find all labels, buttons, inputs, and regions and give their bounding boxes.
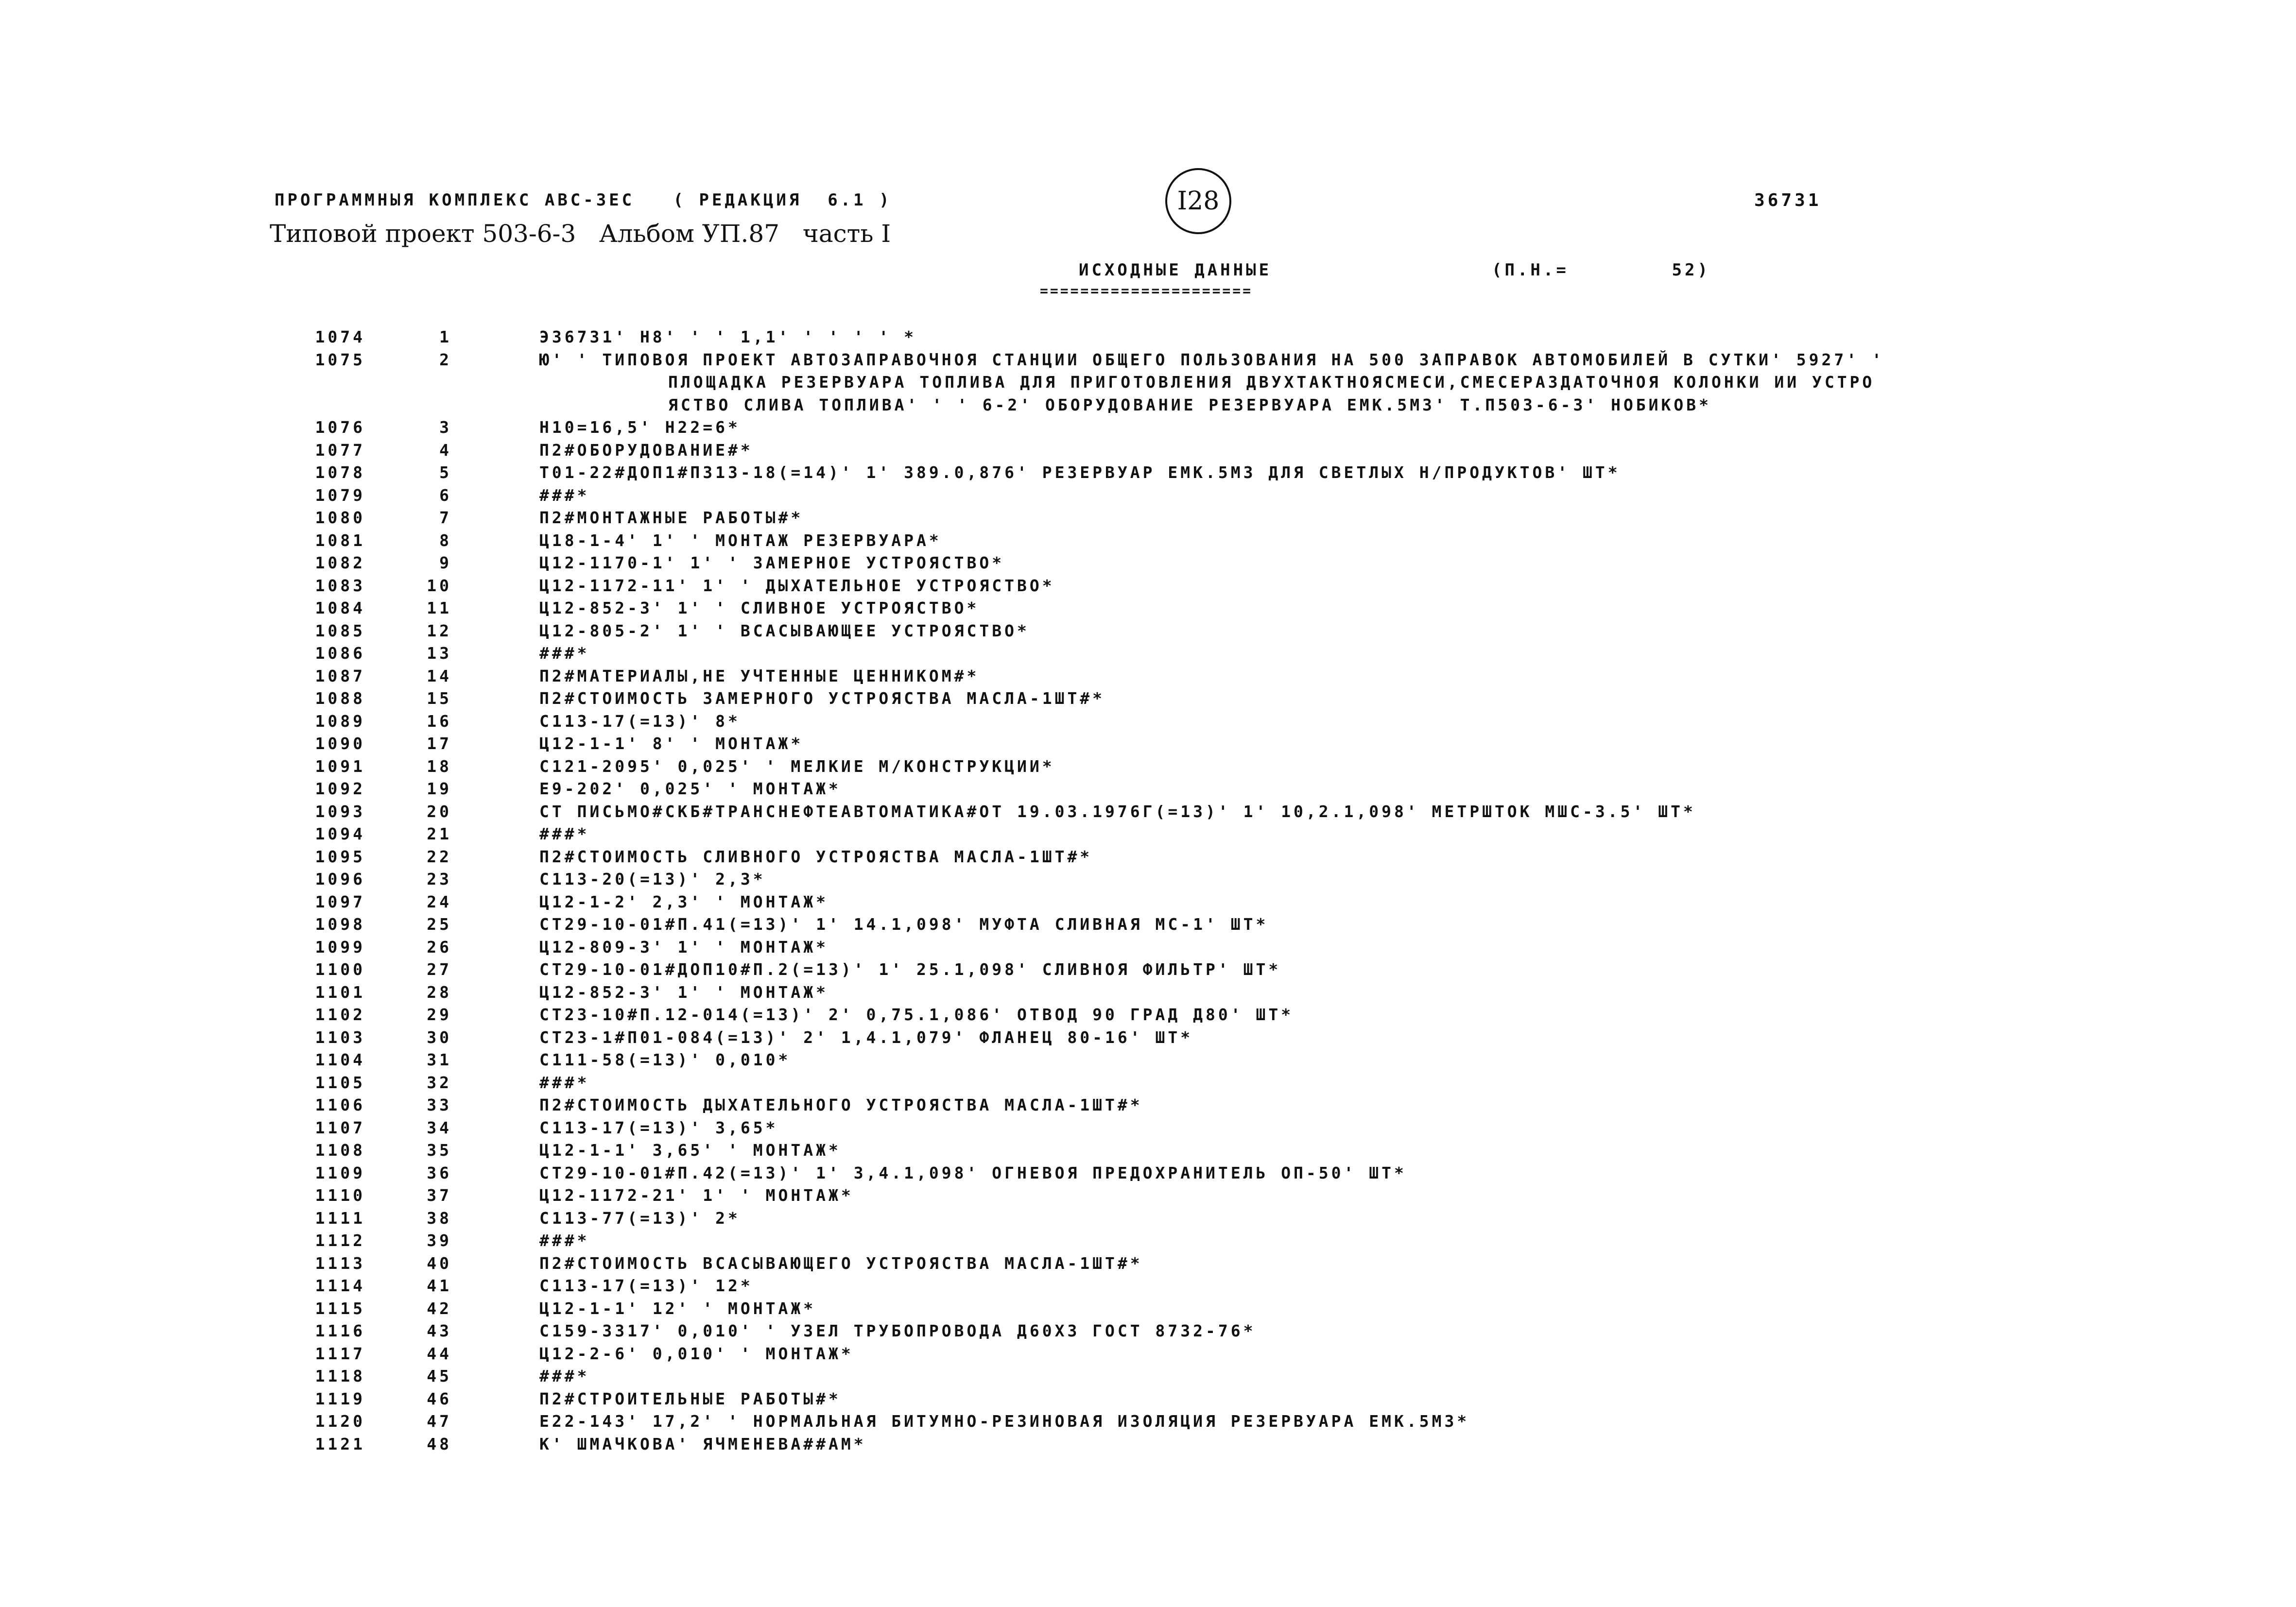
sequence-number: 22 [427, 847, 452, 866]
record-text: П2#СТОИМОСТЬ ДЫХАТЕЛЬНОГО УСТРОЯСТВА МАСЛА-1ШТ#* [539, 1095, 1143, 1114]
record-text: СТ23-10#П.12-014(=13)' 2' 0,75.1,086' ОТВОД 90 ГРАД Д80' ШТ* [539, 1005, 1294, 1024]
listing-row [0, 689, 2296, 712]
sequence-number: 11 [427, 598, 452, 617]
sequence-number: 18 [427, 756, 452, 776]
line-number: 1117 [315, 1344, 365, 1363]
record-text: Е9-202' 0,025' ' МОНТАЖ* [539, 779, 841, 798]
line-number: 1107 [315, 1118, 365, 1137]
record-text: Е22-143' 17,2' ' НОРМАЛЬНАЯ БИТУМНО-РЕЗИНОВАЯ ИЗОЛЯЦИЯ РЕЗЕРВУАРА ЕМК.5М3* [539, 1412, 1470, 1431]
record-text: П2#ОБОРУДОВАНИЕ#* [539, 440, 753, 460]
section-underline: ===================== [1040, 283, 1253, 299]
sequence-number: 40 [427, 1253, 452, 1273]
record-text: СТ29-10-01#П.41(=13)' 1' 14.1,098' МУФТА СЛИВНАЯ МС-1' ШТ* [539, 915, 1269, 934]
listing-row [0, 350, 2296, 373]
line-number: 1092 [315, 779, 365, 798]
listing-row [0, 983, 2296, 1006]
line-number: 1084 [315, 598, 365, 617]
listing-row [0, 1435, 2296, 1457]
sequence-number: 19 [427, 779, 452, 798]
sequence-number: 46 [427, 1389, 452, 1408]
record-text: Ц12-2-6' 0,010' ' МОНТАЖ* [539, 1344, 854, 1363]
line-number: 1090 [315, 734, 365, 753]
sequence-number: 39 [427, 1231, 452, 1250]
line-number: 1074 [315, 327, 365, 346]
sequence-number: 6 [439, 485, 452, 505]
listing-row [0, 779, 2296, 802]
record-text: Ц12-852-3' 1' ' СЛИВНОЕ УСТРОЯСТВО* [539, 598, 980, 617]
sequence-number: 24 [427, 892, 452, 911]
sequence-number: 12 [427, 621, 452, 640]
sequence-number: 16 [427, 711, 452, 731]
sequence-number: 21 [427, 824, 452, 843]
record-text-continuation: ПЛОЩАДКА РЕЗЕРВУАРА ТОПЛИВА ДЛЯ ПРИГОТОВЛЕНИЯ ДВУХТАКТНОЯСМЕСИ,СМЕСЕРАЗДАТОЧНОЯ КОЛОНКИ ИИ УСТРО [668, 373, 1875, 392]
listing-row [0, 1028, 2296, 1051]
record-text: С113-17(=13)' 3,65* [539, 1118, 778, 1137]
record-text: С113-20(=13)' 2,3* [539, 870, 766, 889]
listing-row [0, 486, 2296, 509]
listing-row [0, 734, 2296, 757]
sequence-number: 34 [427, 1118, 452, 1137]
listing-row [0, 938, 2296, 960]
record-text: Н10=16,5' Н22=6* [539, 418, 741, 437]
listing-row [0, 847, 2296, 870]
sequence-number: 37 [427, 1186, 452, 1205]
line-number: 1095 [315, 847, 365, 866]
listing-row [0, 1186, 2296, 1209]
record-text: П2#МОНТАЖНЫЕ РАБОТЫ#* [539, 508, 804, 527]
line-number: 1105 [315, 1073, 365, 1092]
record-text: ###* [539, 1231, 590, 1250]
listing-row [0, 553, 2296, 576]
line-number: 1110 [315, 1186, 365, 1205]
sequence-number: 20 [427, 802, 452, 821]
line-number: 1081 [315, 530, 365, 550]
listing-row [0, 621, 2296, 644]
section-title: ИСХОДНЫЕ ДАННЫЕ [1079, 260, 1272, 280]
record-text: Ц12-1-1' 8' ' МОНТАЖ* [539, 734, 804, 753]
record-text: Ц12-809-3' 1' ' МОНТАЖ* [539, 937, 829, 957]
record-text: Ц12-1-1' 12' ' МОНТАЖ* [539, 1299, 816, 1318]
line-number: 1119 [315, 1389, 365, 1408]
listing-continuation [0, 373, 2296, 395]
listing-row [0, 1141, 2296, 1163]
listing-row [0, 1231, 2296, 1254]
sequence-number: 9 [439, 553, 452, 572]
line-number: 1111 [315, 1208, 365, 1228]
listing-row [0, 644, 2296, 667]
listing-row [0, 712, 2296, 735]
listing-row [0, 915, 2296, 938]
line-number: 1102 [315, 1005, 365, 1024]
sequence-number: 29 [427, 1005, 452, 1024]
listing-row [0, 327, 2296, 350]
listing-row [0, 757, 2296, 780]
line-number: 1120 [315, 1412, 365, 1431]
listing-row [0, 1321, 2296, 1344]
line-number: 1099 [315, 937, 365, 957]
page-number-badge [1165, 168, 1231, 234]
listing-row [0, 1073, 2296, 1096]
sequence-number: 47 [427, 1412, 452, 1431]
listing-row [0, 1118, 2296, 1141]
listing-row [0, 1254, 2296, 1277]
record-text: С121-2095' 0,025' ' МЕЛКИЕ М/КОНСТРУКЦИИ* [539, 756, 1055, 776]
listing-row [0, 598, 2296, 621]
record-text: ###* [539, 824, 590, 843]
listing-row [0, 1209, 2296, 1231]
line-number: 1087 [315, 666, 365, 685]
sequence-number: 32 [427, 1073, 452, 1092]
line-number: 1112 [315, 1231, 365, 1250]
record-text: П2#СТОИМОСТЬ ВСАСЫВАЮЩЕГО УСТРОЯСТВА МАСЛА-1ШТ#* [539, 1253, 1143, 1273]
sequence-number: 23 [427, 870, 452, 889]
listing-row [0, 892, 2296, 915]
listing-row [0, 1276, 2296, 1299]
line-number: 1100 [315, 960, 365, 979]
listing-row [0, 1344, 2296, 1367]
sequence-number: 1 [439, 327, 452, 346]
sequence-number: 4 [439, 440, 452, 460]
listing-row [0, 508, 2296, 531]
project-title: Типовой проект 503-6-3 Альбом УП.87 часть I [270, 220, 891, 248]
record-text: С111-58(=13)' 0,010* [539, 1050, 791, 1069]
sequence-number: 33 [427, 1095, 452, 1114]
sequence-number: 48 [427, 1434, 452, 1453]
line-number: 1085 [315, 621, 365, 640]
record-text: Ю' ' ТИПОВОЯ ПРОЕКТ АВТОЗАПРАВОЧНОЯ СТАНЦИИ ОБЩЕГО ПОЛЬЗОВАНИЯ НА 500 ЗАПРАВОК АВТОМОБИЛЕЙ В СУТКИ' 5927' ' [539, 350, 1884, 369]
record-text: ###* [539, 1073, 590, 1092]
line-number: 1080 [315, 508, 365, 527]
record-text: Ц12-852-3' 1' ' МОНТАЖ* [539, 982, 829, 1002]
record-text: П2#СТОИМОСТЬ СЛИВНОГО УСТРОЯСТВА МАСЛА-1ШТ#* [539, 847, 1093, 866]
program-header: ПРОГРАММНЫЯ КОМПЛЕКС АВС-ЗЕС ( РЕДАКЦИЯ 6.1 ) [275, 190, 892, 210]
line-number: 1075 [315, 350, 365, 369]
line-number: 1083 [315, 576, 365, 595]
listing-row [0, 418, 2296, 441]
listing-row [0, 1412, 2296, 1435]
line-number: 1089 [315, 711, 365, 731]
line-number: 1098 [315, 915, 365, 934]
document-number: 36731 [1754, 190, 1822, 210]
line-number: 1082 [315, 553, 365, 572]
sequence-number: 3 [439, 418, 452, 437]
sequence-number: 36 [427, 1163, 452, 1182]
listing-row [0, 441, 2296, 463]
line-number: 1091 [315, 756, 365, 776]
listing-row [0, 667, 2296, 689]
listing-row [0, 870, 2296, 892]
line-number: 1086 [315, 644, 365, 663]
record-text: С113-77(=13)' 2* [539, 1208, 741, 1228]
record-text: СТ ПИСЬМО#СКБ#ТРАНСНЕФТЕАВТОМАТИКА#ОТ 19.03.1976Г(=13)' 1' 10,2.1,098' МЕТРШТОК МШС-3.5' ШТ* [539, 802, 1696, 821]
sequence-number: 27 [427, 960, 452, 979]
sequence-number: 38 [427, 1208, 452, 1228]
line-number: 1096 [315, 870, 365, 889]
sequence-number: 44 [427, 1344, 452, 1363]
record-text: Э36731' Н8' ' ' 1,1' ' ' ' ' * [539, 327, 917, 346]
listing-row [0, 576, 2296, 599]
sequence-number: 28 [427, 982, 452, 1002]
line-number: 1078 [315, 463, 365, 482]
line-number: 1101 [315, 982, 365, 1002]
line-number: 1093 [315, 802, 365, 821]
record-text: ###* [539, 1367, 590, 1385]
record-text: П2#СТРОИТЕЛЬНЫЕ РАБОТЫ#* [539, 1389, 841, 1408]
line-number: 1109 [315, 1163, 365, 1182]
sequence-number: 31 [427, 1050, 452, 1069]
record-text: С113-17(=13)' 8* [539, 711, 741, 731]
sequence-number: 45 [427, 1367, 452, 1385]
sequence-number: 25 [427, 915, 452, 934]
sequence-number: 8 [439, 530, 452, 550]
sequence-number: 41 [427, 1276, 452, 1295]
sequence-number: 5 [439, 463, 452, 482]
line-number: 1097 [315, 892, 365, 911]
line-number: 1118 [315, 1367, 365, 1385]
line-number: 1076 [315, 418, 365, 437]
record-text: Ц12-1172-11' 1' ' ДЫХАТЕЛЬНОЕ УСТРОЯСТВО* [539, 576, 1055, 595]
record-text: Т01-22#ДОП1#П313-18(=14)' 1' 389.0,876' РЕЗЕРВУАР ЕМК.5М3 ДЛЯ СВЕТЛЫХ Н/ПРОДУКТОВ' ШТ* [539, 463, 1621, 482]
sequence-number: 14 [427, 666, 452, 685]
listing-row [0, 1299, 2296, 1322]
listing-row [0, 1095, 2296, 1118]
line-number: 1077 [315, 440, 365, 460]
record-text-continuation: ЯСТВО СЛИВА ТОПЛИВА' ' ' 6-2' ОБОРУДОВАНИЕ РЕЗЕРВУАРА ЕМК.5М3' Т.П503-6-3' НОБИКОВ* [668, 395, 1712, 414]
line-number: 1113 [315, 1253, 365, 1273]
listing-row [0, 463, 2296, 486]
record-text: П2#МАТЕРИАЛЫ,НЕ УЧТЕННЫЕ ЦЕННИКОМ#* [539, 666, 980, 685]
sequence-number: 17 [427, 734, 452, 753]
listing-row [0, 1163, 2296, 1186]
listing-row [0, 824, 2296, 847]
sequence-number: 2 [439, 350, 452, 369]
record-text: ###* [539, 644, 590, 663]
record-text: К' ШМАЧКОВА' ЯЧМЕНЕВА##АМ* [539, 1434, 866, 1453]
sequence-number: 15 [427, 689, 452, 708]
line-number: 1108 [315, 1141, 365, 1160]
line-number: 1121 [315, 1434, 365, 1453]
sequence-number: 7 [439, 508, 452, 527]
sequence-number: 42 [427, 1299, 452, 1318]
line-number: 1103 [315, 1027, 365, 1047]
record-text: П2#СТОИМОСТЬ ЗАМЕРНОГО УСТРОЯСТВА МАСЛА-1ШТ#* [539, 689, 1105, 708]
section-pn-label: (П.Н.= 52) [1492, 260, 1710, 280]
listing-row [0, 802, 2296, 825]
record-text: ###* [539, 485, 590, 505]
line-number: 1088 [315, 689, 365, 708]
record-text: Ц12-1-2' 2,3' ' МОНТАЖ* [539, 892, 829, 911]
listing-row [0, 1005, 2296, 1028]
record-text: С159-3317' 0,010' ' УЗЕЛ ТРУБОПРОВОДА Д60Х3 ГОСТ 8732-76* [539, 1321, 1256, 1340]
listing-row [0, 1367, 2296, 1389]
record-text: СТ23-1#П01-084(=13)' 2' 1,4.1,079' ФЛАНЕЦ 80-16' ШТ* [539, 1027, 1193, 1047]
sequence-number: 43 [427, 1321, 452, 1340]
record-text: СТ29-10-01#ДОП10#П.2(=13)' 1' 25.1,098' СЛИВНОЯ ФИЛЬТР' ШТ* [539, 960, 1281, 979]
record-text: С113-17(=13)' 12* [539, 1276, 753, 1295]
sequence-number: 10 [427, 576, 452, 595]
sequence-number: 26 [427, 937, 452, 957]
line-number: 1079 [315, 485, 365, 505]
line-number: 1094 [315, 824, 365, 843]
record-text: Ц18-1-4' 1' ' МОНТАЖ РЕЗЕРВУАРА* [539, 530, 942, 550]
line-number: 1115 [315, 1299, 365, 1318]
listing-row [0, 1389, 2296, 1412]
sequence-number: 30 [427, 1027, 452, 1047]
line-number: 1104 [315, 1050, 365, 1069]
record-text: Ц12-1172-21' 1' ' МОНТАЖ* [539, 1186, 854, 1205]
listing-row [0, 531, 2296, 554]
line-number: 1114 [315, 1276, 365, 1295]
listing-row [0, 1050, 2296, 1073]
listing-continuation [0, 395, 2296, 418]
sequence-number: 13 [427, 644, 452, 663]
record-text: Ц12-1-1' 3,65' ' МОНТАЖ* [539, 1141, 841, 1160]
data-listing [0, 327, 2296, 1457]
record-text: Ц12-805-2' 1' ' ВСАСЫВАЮЩЕЕ УСТРОЯСТВО* [539, 621, 1030, 640]
line-number: 1116 [315, 1321, 365, 1340]
listing-row [0, 960, 2296, 983]
page-number: I28 [1177, 187, 1220, 216]
line-number: 1106 [315, 1095, 365, 1114]
sequence-number: 35 [427, 1141, 452, 1160]
record-text: СТ29-10-01#П.42(=13)' 1' 3,4.1,098' ОГНЕВОЯ ПРЕДОХРАНИТЕЛЬ ОП-50' ШТ* [539, 1163, 1407, 1182]
record-text: Ц12-1170-1' 1' ' ЗАМЕРНОЕ УСТРОЯСТВО* [539, 553, 1005, 572]
